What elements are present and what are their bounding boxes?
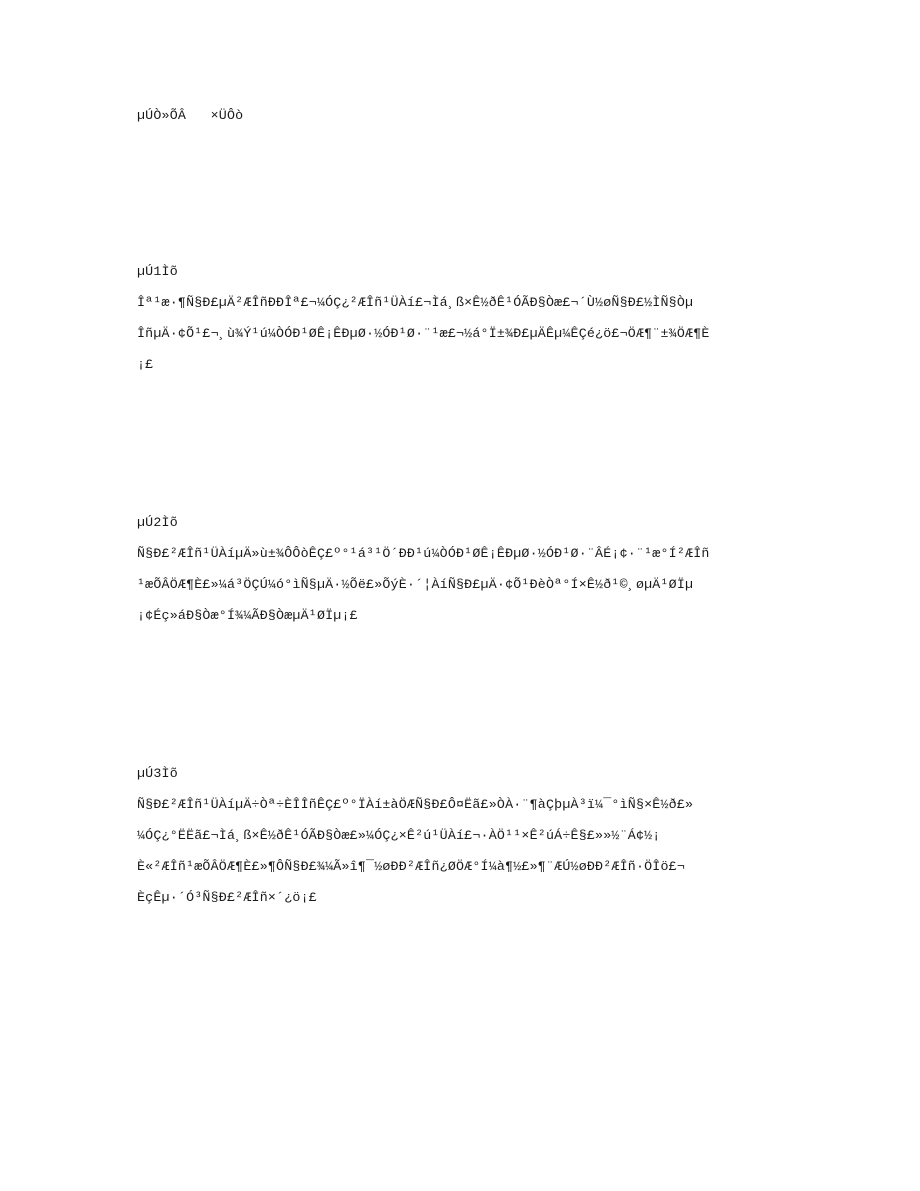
article-text-line: ÎñµÄ·¢Õ¹£¬¸ù¾Ý¹ú¼ÒÓÐ¹ØÊ¡ÊÐµØ·½ÓÐ¹Ø·¨¹æ£¬½á°Ï±¾Ð£µÄÊµ¼ÊÇé¿ö£¬ÖÆ¶¨±¾ÖÆ¶È xyxy=(137,326,710,341)
article-heading: µÚ3Ìõ xyxy=(137,766,178,781)
article-text-line: Îª¹æ·¶Ñ§Ð£µÄ²ÆÎñÐÐÎª£¬¼ÓÇ¿²ÆÎñ¹ÜÀí£¬Ìá¸ß×Ê½ðÊ¹ÓÃÐ§Òæ£¬´Ù½øÑ§Ð£½ÌÑ§Òµ xyxy=(137,295,694,310)
article-text-line: Ñ§Ð£²ÆÎñ¹ÜÀíµÄ÷Òª÷ÈÎÎñÊÇ£º°ÏÀí±àÖÆÑ§Ð£Ô¤Ëã£»ÒÀ·¨¶àÇþµÀ³ï¼¯°ìÑ§×Ê½ð£» xyxy=(137,797,694,812)
article-heading: µÚ2Ìõ xyxy=(137,515,178,530)
document-title: µÚÒ»ÕÂ ×ÜÔò xyxy=(137,108,244,123)
article-text-line: È«²ÆÎñ¹æÕÂÖÆ¶È£»¶ÔÑ§Ð£¾¼Ã»î¶¯½øÐÐ²ÆÎñ¿ØÖÆ°Í¼à¶½£»¶¨ÆÚ½øÐÐ²ÆÎñ·ÖÎö£¬ xyxy=(137,859,686,874)
article-text-line: Ñ§Ð£²ÆÎñ¹ÜÀíµÄ»ù±¾ÔÔòÊÇ£º°¹á³¹Ö´ÐÐ¹ú¼ÒÓÐ¹ØÊ¡ÊÐµØ·½ÓÐ¹Ø·¨ÂÉ¡¢·¨¹æ°Í²ÆÎñ xyxy=(137,546,710,561)
article-text-line: ¼ÓÇ¿°ËËã£¬Ìá¸ß×Ê½ðÊ¹ÓÃÐ§Òæ£»¼ÓÇ¿×Ê²ú¹ÜÀí£¬·ÀÖ¹¹×Ê²úÁ÷Ê§£»»½¨Á¢½¡ xyxy=(137,828,661,843)
article-text-line: ÈçÊµ·´Ó³Ñ§Ð£²ÆÎñ×´¿ö¡£ xyxy=(137,890,317,905)
article-text-line: ¡¢Éç»áÐ§Òæ°Í¾¼ÃÐ§ÒæµÄ¹ØÏµ¡£ xyxy=(137,608,358,623)
article-text-line: ¹æÕÂÖÆ¶È£»¼á³ÖÇÚ¼ó°ìÑ§µÄ·½Õë£»ÕýÈ·´¦ÀíÑ§Ð£µÄ·¢Õ¹ÐèÒª°Í×Ê½ð¹©¸øµÄ¹ØÏµ xyxy=(137,577,694,592)
article-heading: µÚ1Ìõ xyxy=(137,264,178,279)
article-text-line: ¡£ xyxy=(137,357,154,372)
